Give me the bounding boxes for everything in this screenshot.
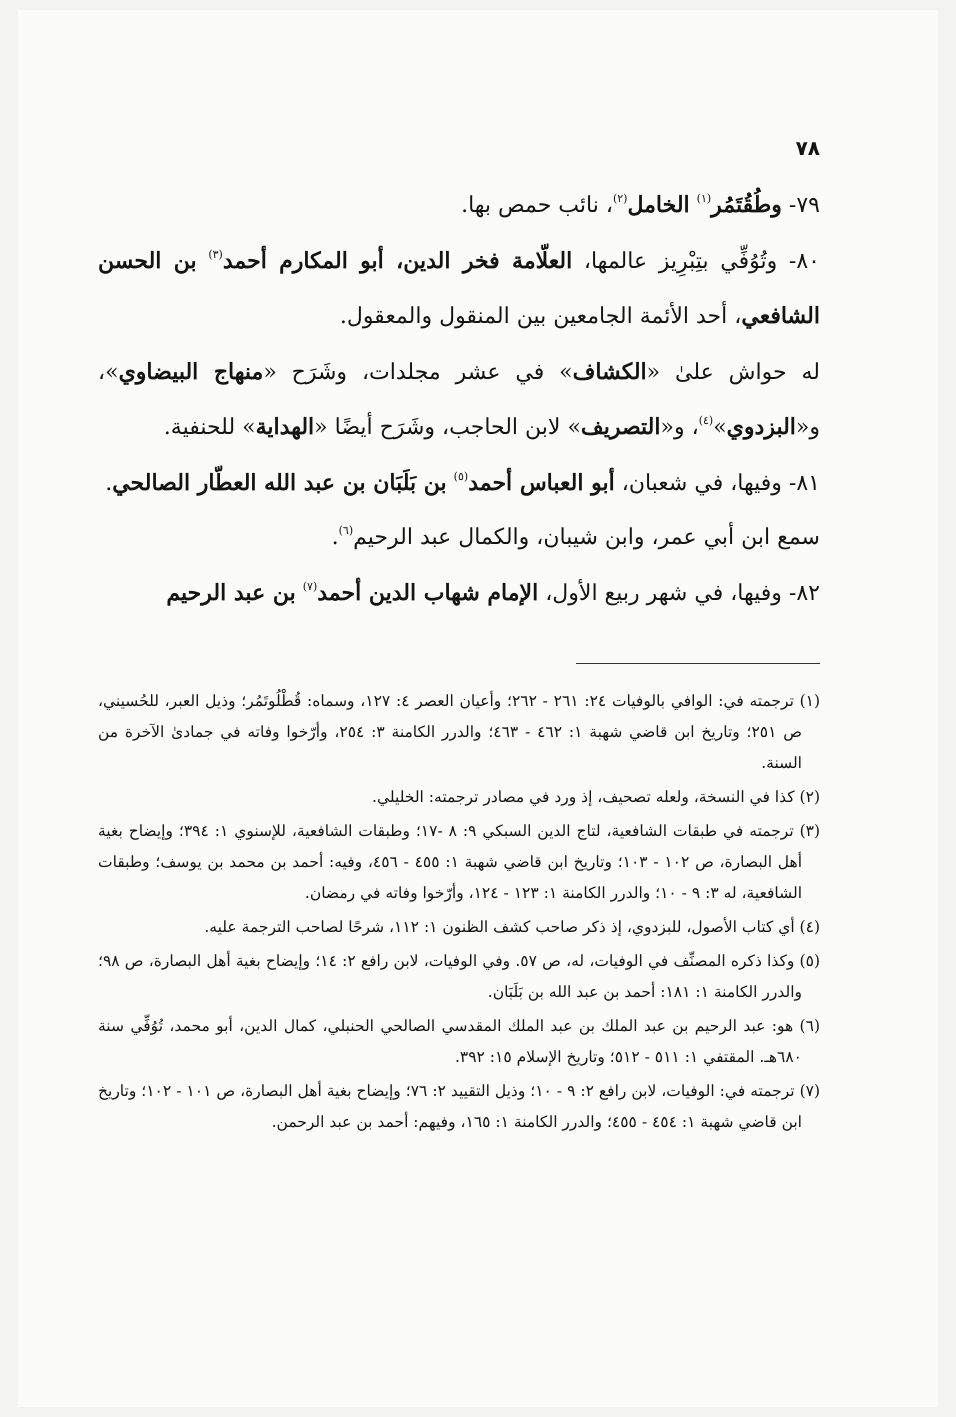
page-number: ٧٨ [795,136,820,160]
bold-name: أبو العباس أحمد [468,469,615,496]
footnote: (٤) أي كتاب الأصول، للبزدوي، إذ ذكر صاحب كشف الظنون ١: ١١٢، شرحًا لصاحب الترجمة عليه. [204,918,820,936]
page-content [98,128,820,1141]
entry-paragraph [98,456,820,512]
entry-paragraph [98,566,820,622]
bold-name: بن بَلَبَان بن عبد الله العطّار الصالحي [112,469,447,496]
text-span [690,193,697,218]
footnote: (٢) كذا في النسخة، ولعله تصحيف، إذ ورد في مصادر ترجمته: الخليلي. [372,788,820,806]
bold-name: بن الحسن الشافعي [98,247,820,329]
entry-paragraph [98,345,820,456]
footnote: (٧) ترجمته في: الوفيات، لابن رافع ٢: ٩ - ١٠؛ وذيل التقييد ٢: ٧٦؛ وإيضاح بغية أهل البصارة، ص ١٠١ - ١٠٢؛ وتاريخ ابن قاضي شهبة ١: ٤٥٤ - ٤٥٥؛ والدرر الكامنة ١: ١٦٥، وفيهم: أحمد بن عبد الرحمن. [98,1082,821,1131]
text-span: له حواش علىٰ « [646,359,820,385]
text-span: ٨١- وفيها، في شعبان، [614,470,820,496]
footnote-ref: (٧) [302,579,318,593]
bold-name: الكشاف [572,358,647,385]
text-span: . [105,470,113,496]
text-span: ، و« [660,415,699,440]
bold-name: وطُقُتَمُر [711,192,782,218]
book-page [18,10,938,1407]
bold-name: الإمام شهاب الدين أحمد [317,579,539,606]
bold-name: التصريف [580,414,661,440]
footnote: (٣) ترجمته في طبقات الشافعية، لتاج الدين السبكي ٩: ٨ -١٧؛ وطبقات الشافعية، للإسنوي ١: ٣٩٤؛ وإيضاح بغية أهل البصارة، ص ١٠٢ - ١٠٣؛ وتاريخ ابن قاضي شهبة ١: ٤٥٥ - ٤٥٦، وفيه: أحمد بن محمد بن يوسف؛ وطبقات الشافعية، له ٣: ٩ - ١٠؛ والدرر الكامنة ١: ١٢٣ - ١٢٤، وأرّخوا وفاته في رمضان. [98,822,821,902]
text-span: سمع ابن أبي عمر، وابن شيبان، والكمال عبد الرحيم [353,525,820,550]
footnote: (٦) هو: عبد الرحيم بن عبد الملك بن عبد الملك المقدسي الصالحي الحنبلي، كمال الدين، أبو محمد، تُوُفِّي سنة ٦٨٠هـ. المقتفي ١: ٥١١ - ٥١٢؛ وتاريخ الإسلام ١٥: ٣٩٢. [98,1017,820,1066]
bold-name: بن عبد الرحيم [166,579,296,606]
footnote-ref: (١) [696,192,712,205]
text-span: . [331,525,339,550]
entry-paragraph [98,178,820,234]
text-span: ، أحد الأئمة الجامعين بين المنقول والمعقول. [339,304,742,329]
text-span [197,249,209,274]
bold-name: البزدوي [726,414,796,440]
text-span: ، نائب حمص بها. [461,193,613,218]
bold-name: العلّامة فخر الدين، أبو المكارم أحمد [222,247,573,274]
text-span: ٨٢- وفيها، في شهر ربيع الأول، [538,580,820,606]
text-span: » في عشر مجلدات، وشَرَح « [263,359,573,385]
bold-name: منهاج البيضاوي [118,358,264,385]
footnote-ref: (٤) [698,414,714,427]
bold-name: الخامل [627,192,690,218]
main-text [98,178,820,621]
footnote: (٥) وكذا ذكره المصنِّف في الوفيات، له، ص ٥٧. وفي الوفيات، لابن رافع ٢: ١٤؛ وإيضاح بغية أهل البصارة، ص ٩٨؛ والدرر الكامنة ١: ١٨١: أحمد بن عبد الله بن بَلَبَان. [98,952,820,1001]
footnote: (١) ترجمته في: الوافي بالوفيات ٢٤: ٢٦١ - ٢٦٢؛ وأعيان العصر ٤: ١٢٧، وسماه: قُطْلُوتَمُر؛ وذيل العبر، للحُسيني، ص ٢٥١؛ وتاريخ ابن قاضي شهبة ١: ٤٦٢ - ٤٦٣؛ والدرر الكامنة ٣: ٢٥٤، وأرّخوا وفاته في جمادىٰ الآخرة من السنة. [98,692,821,772]
footnote-ref: (٢) [612,192,628,205]
text-span: ٨٠- وتُوُفِّي بتِبْرِيز عالمها، [572,248,820,274]
text-span: » للحنفية. [163,415,256,440]
footnote-separator [576,663,820,664]
text-span: » [713,415,727,440]
footnote-ref: (٣) [208,247,223,261]
text-span: »، و« [98,359,820,440]
text-span [296,581,303,606]
footnote-ref: (٦) [338,524,354,537]
entry-paragraph [98,234,820,345]
entry-paragraph [98,511,820,566]
footnotes [98,686,820,1138]
text-span [447,471,454,496]
footnote-ref: (٥) [453,469,469,483]
text-span: » لابن الحاجب، وشَرَح أيضًا « [314,415,581,440]
bold-name: الهداية [255,414,315,440]
text-span: ٧٩- [781,193,820,218]
